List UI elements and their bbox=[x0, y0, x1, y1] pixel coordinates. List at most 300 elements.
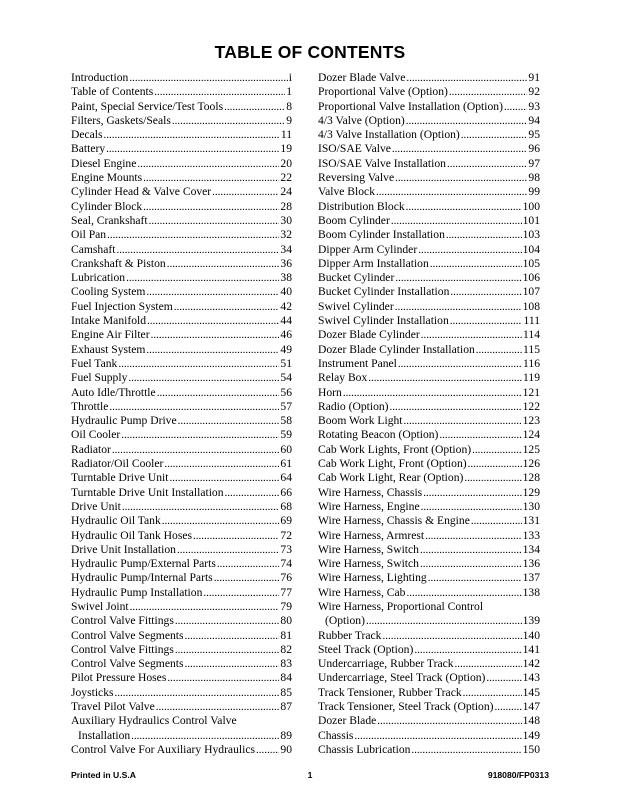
toc-entry[interactable] bbox=[318, 671, 540, 685]
dot-leader bbox=[404, 414, 522, 428]
toc-entry-page: 142 bbox=[522, 657, 540, 671]
toc-entry-label: Swivel Joint bbox=[71, 599, 129, 613]
toc-entry-page: 95 bbox=[528, 128, 540, 142]
dot-leader bbox=[118, 357, 279, 371]
toc-entry-page: 84 bbox=[280, 671, 292, 685]
toc-entry-label: Control Valve Segments bbox=[71, 657, 184, 671]
dot-leader bbox=[476, 343, 522, 357]
toc-entry[interactable] bbox=[318, 157, 540, 171]
toc-entry-label: Fuel Tank bbox=[71, 356, 118, 370]
toc-entry-page: 89 bbox=[280, 728, 292, 742]
toc-entry-label: Boom Work Light bbox=[318, 414, 403, 428]
toc-entry-label: Hydraulic Oil Tank Hoses bbox=[71, 528, 193, 542]
toc-entry[interactable] bbox=[71, 414, 292, 428]
toc-entry[interactable] bbox=[318, 114, 540, 128]
dot-leader bbox=[395, 271, 521, 285]
toc-entry-label: Dipper Arm Installation bbox=[318, 256, 429, 270]
toc-entry[interactable] bbox=[318, 271, 540, 285]
toc-entry-label: Pilot Pressure Hoses bbox=[71, 671, 167, 685]
toc-entry-label: Rotating Beacon (Option) bbox=[318, 428, 439, 442]
dot-leader bbox=[455, 657, 522, 671]
toc-entry-page: 58 bbox=[280, 414, 292, 428]
dot-leader bbox=[256, 743, 279, 757]
toc-entry-label: Swivel Cylinder Installation bbox=[318, 314, 449, 328]
toc-entry[interactable] bbox=[318, 243, 540, 257]
toc-entry[interactable] bbox=[318, 457, 540, 471]
toc-entry[interactable] bbox=[71, 171, 292, 185]
toc-entry-label: Wire Harness, Proportional Control bbox=[318, 599, 484, 613]
toc-entry-label: Turntable Drive Unit bbox=[71, 471, 169, 485]
toc-entry[interactable] bbox=[318, 371, 540, 385]
dot-leader bbox=[128, 371, 279, 385]
toc-entry[interactable] bbox=[318, 428, 540, 442]
toc-entry[interactable] bbox=[71, 228, 292, 242]
toc-entry-label: Drive Unit bbox=[71, 499, 121, 513]
toc-entry-label: Hydraulic Oil Tank bbox=[71, 514, 161, 528]
toc-entry[interactable] bbox=[71, 629, 292, 643]
dot-leader bbox=[421, 500, 522, 514]
toc-entry-page: 99 bbox=[528, 185, 540, 199]
dot-leader bbox=[121, 428, 279, 442]
dot-leader bbox=[420, 557, 522, 571]
toc-entry[interactable] bbox=[318, 714, 540, 728]
toc-entry-page: 147 bbox=[522, 700, 540, 714]
toc-entry[interactable] bbox=[318, 500, 540, 514]
toc-entry[interactable] bbox=[71, 714, 292, 728]
dot-leader bbox=[343, 386, 522, 400]
toc-entry-label: ISO/SAE Valve bbox=[318, 142, 391, 156]
toc-entry[interactable] bbox=[318, 729, 540, 743]
toc-entry[interactable] bbox=[71, 371, 292, 385]
toc-entry[interactable] bbox=[71, 657, 292, 671]
dot-leader bbox=[464, 471, 521, 485]
toc-entry[interactable] bbox=[71, 128, 292, 142]
toc-entry-page: 101 bbox=[522, 213, 540, 227]
dot-leader bbox=[418, 243, 521, 257]
toc-entry-page: 83 bbox=[280, 657, 292, 671]
toc-entry-label: Cylinder Block bbox=[71, 199, 143, 213]
toc-entry[interactable] bbox=[71, 514, 292, 528]
toc-entry-page: 106 bbox=[522, 271, 540, 285]
toc-entry-label: Boom Cylinder Installation bbox=[318, 228, 445, 242]
toc-entry-page: 96 bbox=[528, 142, 540, 156]
toc-entry-label: Dozer Blade bbox=[318, 714, 377, 728]
toc-entry-page: 137 bbox=[522, 571, 540, 585]
dot-leader bbox=[225, 486, 280, 500]
toc-entry[interactable] bbox=[318, 657, 540, 671]
toc-entry[interactable] bbox=[71, 529, 292, 543]
page-title: TABLE OF CONTENTS bbox=[214, 42, 406, 62]
toc-entry-label: Turntable Drive Unit Installation bbox=[71, 485, 224, 499]
toc-entry[interactable] bbox=[71, 300, 292, 314]
dot-leader bbox=[406, 114, 528, 128]
dot-leader bbox=[212, 185, 279, 199]
toc-entry[interactable] bbox=[71, 214, 292, 228]
dot-leader bbox=[377, 714, 521, 728]
toc-entry-page: 125 bbox=[522, 442, 540, 456]
toc-entry-label: Track Tensioner, Rubber Track bbox=[318, 685, 462, 699]
toc-entry[interactable] bbox=[318, 343, 540, 357]
toc-entry[interactable] bbox=[71, 200, 292, 214]
toc-entry[interactable] bbox=[71, 614, 292, 628]
toc-entry[interactable] bbox=[318, 529, 540, 543]
toc-entry[interactable] bbox=[318, 214, 540, 228]
toc-entry-page: 49 bbox=[280, 342, 292, 356]
toc-entry-page: 98 bbox=[528, 171, 540, 185]
toc-entry[interactable] bbox=[71, 285, 292, 299]
toc-entry-label: Chassis bbox=[318, 728, 354, 742]
toc-entry[interactable] bbox=[318, 514, 540, 528]
dot-leader bbox=[154, 85, 285, 99]
toc-entry[interactable] bbox=[318, 600, 540, 614]
toc-entry-page: 139 bbox=[522, 614, 540, 628]
toc-entry-page: 61 bbox=[280, 457, 292, 471]
dot-leader bbox=[391, 214, 522, 228]
dot-leader bbox=[495, 700, 522, 714]
toc-entry-label: Radio (Option) bbox=[318, 399, 389, 413]
toc-entry[interactable] bbox=[71, 386, 292, 400]
dot-leader bbox=[175, 643, 280, 657]
toc-entry-label: Boom Cylinder bbox=[318, 213, 390, 227]
dot-leader bbox=[146, 343, 279, 357]
toc-entry[interactable] bbox=[71, 257, 292, 271]
toc-entry-page: 38 bbox=[280, 271, 292, 285]
toc-entry-page: 116 bbox=[523, 356, 540, 370]
toc-entry[interactable] bbox=[318, 629, 540, 643]
toc-entry-page: 60 bbox=[280, 442, 292, 456]
toc-entry[interactable] bbox=[318, 443, 540, 457]
dot-leader bbox=[428, 571, 522, 585]
toc-entry[interactable] bbox=[71, 500, 292, 514]
toc-entry[interactable] bbox=[318, 686, 540, 700]
toc-entry[interactable] bbox=[71, 443, 292, 457]
toc-entry[interactable] bbox=[318, 571, 540, 585]
toc-entry-page: 124 bbox=[522, 428, 540, 442]
toc-entry[interactable] bbox=[71, 243, 292, 257]
toc-entry[interactable] bbox=[318, 300, 540, 314]
toc-entry-continuation[interactable] bbox=[318, 614, 540, 628]
toc-entry-label: Wire Harness, Lighting bbox=[318, 571, 427, 585]
toc-entry-label: Filters, Gaskets/Seals bbox=[71, 113, 171, 127]
dot-leader bbox=[178, 414, 280, 428]
dot-leader bbox=[175, 614, 280, 628]
toc-entry[interactable] bbox=[71, 71, 292, 85]
toc-entry-label: Radiator bbox=[71, 442, 111, 456]
toc-entry-label: Rubber Track bbox=[318, 628, 382, 642]
toc-entry[interactable] bbox=[71, 471, 292, 485]
toc-entry[interactable] bbox=[318, 171, 540, 185]
toc-entry-label: Throttle bbox=[71, 399, 109, 413]
dot-leader bbox=[130, 600, 280, 614]
toc-entry-page: 42 bbox=[280, 299, 292, 313]
dot-leader bbox=[486, 671, 521, 685]
toc-entry[interactable] bbox=[71, 142, 292, 156]
toc-entry[interactable] bbox=[318, 386, 540, 400]
footer-print-location: Printed in U.S.A bbox=[71, 770, 136, 780]
toc-entry-page: 36 bbox=[280, 256, 292, 270]
toc-entry-page: 92 bbox=[528, 85, 540, 99]
toc-entry-label: Seal, Crankshaft bbox=[71, 213, 148, 227]
dot-leader bbox=[472, 443, 522, 457]
toc-entry-label: Undercarriage, Rubber Track bbox=[318, 657, 454, 671]
dot-leader bbox=[439, 428, 521, 442]
toc-entry[interactable] bbox=[318, 257, 540, 271]
toc-entry[interactable] bbox=[71, 100, 292, 114]
dot-leader bbox=[366, 614, 522, 628]
toc-entry-label: Wire Harness, Switch bbox=[318, 542, 419, 556]
toc-entry[interactable] bbox=[71, 686, 292, 700]
toc-entry-page: 128 bbox=[522, 471, 540, 485]
dot-leader bbox=[131, 729, 279, 743]
toc-entry-label: Dozer Blade Cylinder bbox=[318, 328, 420, 342]
toc-entry-label: Steel Track (Option) bbox=[318, 642, 414, 656]
toc-entry-page: 8 bbox=[286, 99, 292, 113]
toc-entry-page: 34 bbox=[280, 242, 292, 256]
dot-leader bbox=[107, 228, 279, 242]
toc-entry-page: 143 bbox=[522, 671, 540, 685]
toc-entry[interactable] bbox=[71, 185, 292, 199]
toc-entry[interactable] bbox=[71, 314, 292, 328]
toc-entry[interactable] bbox=[71, 571, 292, 585]
toc-entry-label: Oil Pan bbox=[71, 228, 107, 242]
toc-entry[interactable] bbox=[318, 85, 540, 99]
toc-entry[interactable] bbox=[318, 486, 540, 500]
toc-entry-label-continued: (Option) bbox=[325, 614, 365, 628]
toc-entry-page: 44 bbox=[280, 314, 292, 328]
toc-entry-label: Valve Block bbox=[318, 185, 375, 199]
toc-entry-label: Distribution Block bbox=[318, 199, 405, 213]
toc-entry-label: Crankshaft & Piston bbox=[71, 256, 166, 270]
toc-entry-label: Wire Harness, Engine bbox=[318, 499, 420, 513]
toc-entry-page: 121 bbox=[522, 385, 540, 399]
dot-leader bbox=[147, 314, 279, 328]
toc-entry-label: Auxiliary Hydraulics Control Valve bbox=[71, 714, 237, 728]
toc-entry-label: Horn bbox=[318, 385, 342, 399]
toc-entry[interactable] bbox=[318, 471, 540, 485]
dot-leader bbox=[390, 400, 522, 414]
toc-right-column bbox=[318, 71, 540, 757]
dot-leader bbox=[420, 543, 522, 557]
toc-entry-page: 105 bbox=[522, 256, 540, 270]
toc-entry-page: 72 bbox=[280, 528, 292, 542]
toc-entry[interactable] bbox=[318, 314, 540, 328]
toc-entry-label: Dozer Blade Valve bbox=[318, 71, 406, 84]
toc-entry-continuation[interactable] bbox=[71, 729, 292, 743]
toc-entry[interactable] bbox=[318, 643, 540, 657]
toc-entry-label: Hydraulic Pump Drive bbox=[71, 414, 177, 428]
toc-entry[interactable] bbox=[318, 328, 540, 342]
toc-entry[interactable] bbox=[318, 586, 540, 600]
toc-entry-page: 22 bbox=[280, 171, 292, 185]
toc-entry-label: Introduction bbox=[71, 71, 129, 84]
dot-leader bbox=[504, 100, 527, 114]
dot-leader bbox=[169, 471, 279, 485]
toc-entry-page: 141 bbox=[522, 642, 540, 656]
toc-entry-label: Fuel Supply bbox=[71, 371, 128, 385]
toc-entry[interactable] bbox=[318, 228, 540, 242]
toc-entry-label: Wire Harness, Armrest bbox=[318, 528, 425, 542]
toc-entry-page: 140 bbox=[522, 628, 540, 642]
toc-entry[interactable] bbox=[71, 400, 292, 414]
toc-entry-label: Paint, Special Service/Test Tools bbox=[71, 99, 224, 113]
dot-leader bbox=[104, 128, 280, 142]
dot-leader bbox=[112, 443, 279, 457]
toc-entry[interactable] bbox=[71, 700, 292, 714]
toc-entry-page: 136 bbox=[522, 557, 540, 571]
toc-entry[interactable] bbox=[71, 671, 292, 685]
dot-leader bbox=[406, 200, 522, 214]
toc-entry-label: Bucket Cylinder bbox=[318, 271, 395, 285]
toc-entry-page: 103 bbox=[522, 228, 540, 242]
toc-entry-label: Hydraulic Pump Installation bbox=[71, 585, 203, 599]
dot-leader bbox=[411, 743, 521, 757]
toc-left-column bbox=[71, 71, 292, 757]
dot-leader bbox=[423, 486, 521, 500]
dot-leader bbox=[214, 571, 280, 585]
toc-entry[interactable] bbox=[318, 185, 540, 199]
toc-entry-label: Engine Air Filter bbox=[71, 328, 150, 342]
toc-entry-page: 148 bbox=[522, 714, 540, 728]
toc-entry[interactable] bbox=[318, 200, 540, 214]
toc-entry-label: Dozer Blade Cylinder Installation bbox=[318, 342, 475, 356]
toc-entry[interactable] bbox=[71, 557, 292, 571]
dot-leader bbox=[143, 200, 279, 214]
dot-leader bbox=[450, 314, 523, 328]
dot-leader bbox=[395, 300, 522, 314]
toc-entry-page: 56 bbox=[280, 385, 292, 399]
toc-entry[interactable] bbox=[71, 643, 292, 657]
dot-leader bbox=[143, 171, 279, 185]
dot-leader bbox=[149, 214, 280, 228]
toc-entry-label: Swivel Cylinder bbox=[318, 299, 394, 313]
toc-entry[interactable] bbox=[71, 743, 292, 757]
toc-entry[interactable] bbox=[318, 285, 540, 299]
toc-entry-page: 20 bbox=[280, 156, 292, 170]
toc-entry[interactable] bbox=[71, 328, 292, 342]
toc-entry-label: Wire Harness, Chassis bbox=[318, 485, 423, 499]
toc-entry-label: Joysticks bbox=[71, 685, 114, 699]
toc-entry-label: 4/3 Valve Installation (Option) bbox=[318, 128, 460, 142]
toc-entry-page: 123 bbox=[522, 414, 540, 428]
dot-leader bbox=[449, 85, 528, 99]
toc-entry-page: 150 bbox=[522, 742, 540, 756]
dot-leader bbox=[450, 285, 521, 299]
toc-entry-page: 51 bbox=[280, 356, 292, 370]
toc-entry[interactable] bbox=[318, 543, 540, 557]
toc-entry-page: 145 bbox=[522, 685, 540, 699]
toc-entry-page: 119 bbox=[523, 371, 540, 385]
footer-document-number: 918080/FP0313 bbox=[487, 770, 549, 780]
toc-entry-label: ISO/SAE Valve Installation bbox=[318, 156, 446, 170]
toc-entry-label: Hydraulic Pump/Internal Parts bbox=[71, 571, 213, 585]
toc-entry-label: Cab Work Lights, Front (Option) bbox=[318, 442, 472, 456]
toc-entry[interactable] bbox=[71, 486, 292, 500]
toc-entry[interactable] bbox=[318, 700, 540, 714]
dot-leader bbox=[137, 157, 279, 171]
toc-entry-page: 93 bbox=[528, 99, 540, 113]
toc-entry[interactable] bbox=[318, 400, 540, 414]
dot-leader bbox=[185, 629, 280, 643]
toc-entry-label: Proportional Valve Installation (Option) bbox=[318, 99, 503, 113]
toc-entry-label: Reversing Valve bbox=[318, 171, 395, 185]
dot-leader bbox=[146, 285, 279, 299]
toc-entry-page: 30 bbox=[280, 213, 292, 227]
toc-entry-label: Cab Work Light, Rear (Option) bbox=[318, 471, 464, 485]
toc-entry[interactable] bbox=[71, 271, 292, 285]
toc-entry-page: 138 bbox=[522, 585, 540, 599]
toc-entry-label: Wire Harness, Switch bbox=[318, 557, 419, 571]
toc-entry-page: i bbox=[288, 71, 292, 84]
toc-entry[interactable] bbox=[71, 157, 292, 171]
toc-entry-page: 28 bbox=[280, 199, 292, 213]
dot-leader bbox=[185, 657, 280, 671]
toc-entry[interactable] bbox=[71, 428, 292, 442]
toc-entry[interactable] bbox=[318, 100, 540, 114]
toc-entry[interactable] bbox=[71, 85, 292, 99]
toc-entry-page: 69 bbox=[280, 514, 292, 528]
dot-leader bbox=[414, 643, 521, 657]
dot-leader bbox=[109, 400, 279, 414]
toc-entry[interactable] bbox=[318, 128, 540, 142]
toc-entry[interactable] bbox=[71, 457, 292, 471]
dot-leader bbox=[151, 328, 280, 342]
toc-entry[interactable] bbox=[71, 343, 292, 357]
dot-leader bbox=[177, 543, 279, 557]
dot-leader bbox=[167, 671, 279, 685]
toc-entry[interactable] bbox=[71, 586, 292, 600]
toc-entry-page: 79 bbox=[280, 599, 292, 613]
toc-entry[interactable] bbox=[318, 743, 540, 757]
dot-leader bbox=[126, 271, 279, 285]
toc-entry-page: 54 bbox=[280, 371, 292, 385]
toc-entry[interactable] bbox=[318, 71, 540, 85]
toc-entry-label: Cylinder Head & Valve Cover bbox=[71, 185, 212, 199]
dot-leader bbox=[395, 171, 527, 185]
toc-entry-page: 91 bbox=[528, 71, 540, 84]
toc-entry-page: 97 bbox=[528, 156, 540, 170]
dot-leader bbox=[392, 142, 528, 156]
toc-entry[interactable] bbox=[71, 600, 292, 614]
toc-entry-label: Auto Idle/Throttle bbox=[71, 385, 156, 399]
toc-entry-page: 80 bbox=[280, 614, 292, 628]
dot-leader bbox=[116, 243, 279, 257]
toc-entry-page: 111 bbox=[523, 314, 540, 328]
toc-entry-page: 59 bbox=[280, 428, 292, 442]
toc-entry-page: 114 bbox=[523, 328, 540, 342]
toc-entry[interactable] bbox=[71, 543, 292, 557]
toc-entry-page: 131 bbox=[522, 514, 540, 528]
dot-leader bbox=[106, 142, 279, 156]
toc-entry-page: 46 bbox=[280, 328, 292, 342]
toc-entry[interactable] bbox=[71, 114, 292, 128]
toc-entry-label: Proportional Valve (Option) bbox=[318, 85, 448, 99]
toc-entry-page: 74 bbox=[280, 557, 292, 571]
dot-leader bbox=[382, 629, 521, 643]
toc-entry-label: Intake Manifold bbox=[71, 314, 147, 328]
toc-entry-label: Drive Unit Installation bbox=[71, 542, 176, 556]
toc-entry-page: 73 bbox=[280, 542, 292, 556]
toc-entry[interactable] bbox=[318, 142, 540, 156]
toc-entry-label: Oil Cooler bbox=[71, 428, 121, 442]
toc-entry[interactable] bbox=[318, 557, 540, 571]
toc-entry[interactable] bbox=[318, 414, 540, 428]
toc-entry[interactable] bbox=[71, 357, 292, 371]
toc-entry[interactable] bbox=[318, 357, 540, 371]
dot-leader bbox=[156, 700, 280, 714]
dot-leader bbox=[463, 686, 522, 700]
toc-entry-label: 4/3 Valve (Option) bbox=[318, 113, 405, 127]
toc-entry-page: 76 bbox=[280, 571, 292, 585]
